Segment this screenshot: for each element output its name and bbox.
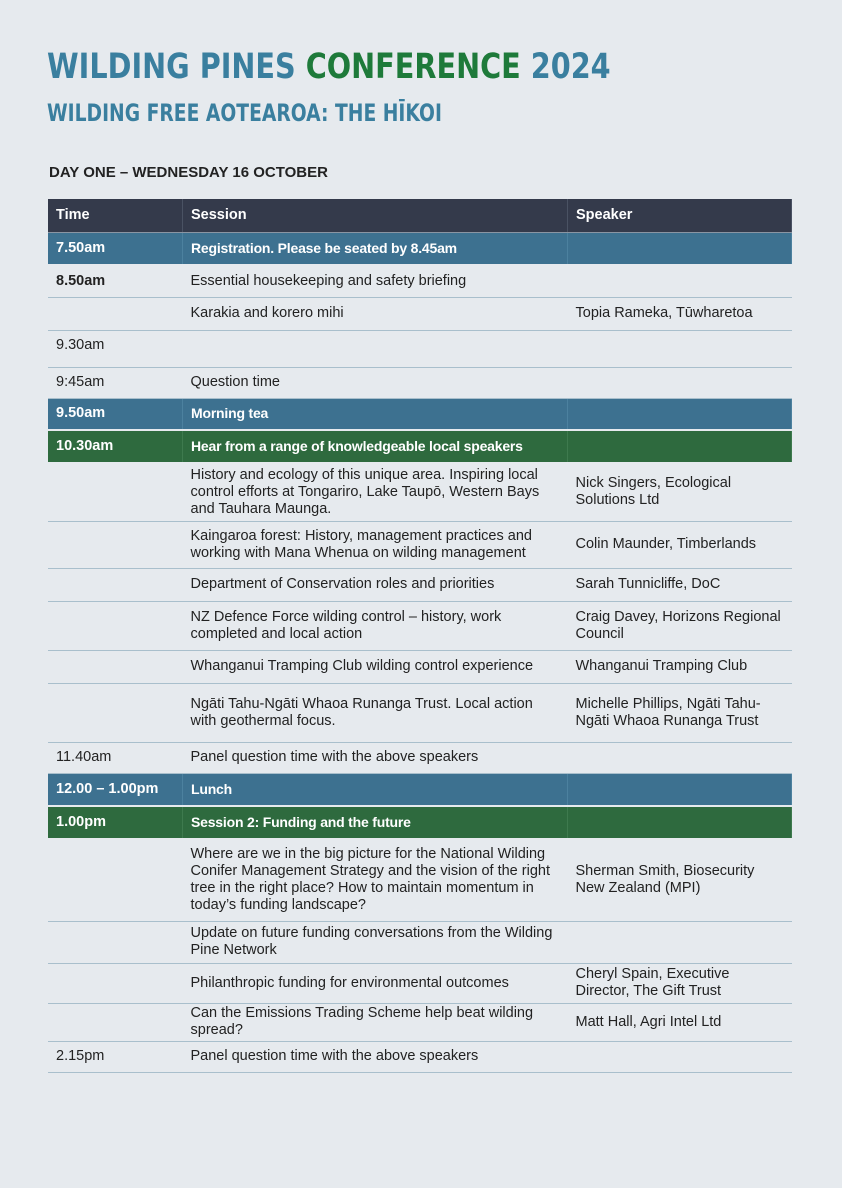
table-row: [48, 839, 792, 921]
column-session: Session: [183, 199, 568, 232]
table-row: [48, 330, 792, 367]
session-cell: Lunch: [183, 773, 568, 806]
speaker-cell: [568, 265, 792, 297]
time-cell: 7.50am: [48, 232, 183, 265]
table-row: [48, 265, 792, 297]
time-cell: 2.15pm: [48, 1041, 183, 1072]
speaker-cell: [568, 330, 792, 367]
speaker-cell: [568, 1041, 792, 1072]
table-row: [48, 921, 792, 963]
table-row: [48, 232, 792, 265]
table-row: [48, 1041, 792, 1072]
table-row: [48, 806, 792, 839]
speaker-cell: [568, 806, 792, 839]
session-cell: NZ Defence Force wilding control – history, work completed and local action: [183, 601, 568, 650]
session-cell: Panel question time with the above speakers: [183, 742, 568, 773]
speaker-cell: [568, 773, 792, 806]
time-cell: [48, 921, 183, 963]
time-cell: [48, 601, 183, 650]
session-cell: Where are we in the big picture for the National Wilding Conifer Management Strategy and the vision of the right tree in the right place? How to maintain momentum in today’s funding landscape?: [183, 839, 568, 921]
day-heading: DAY ONE – WEDNESDAY 16 OCTOBER: [49, 164, 328, 181]
time-cell: [48, 463, 183, 521]
session-cell: Update on future funding conversations from the Wilding Pine Network: [183, 921, 568, 963]
time-cell: [48, 521, 183, 568]
time-cell: 9.30am: [48, 330, 183, 367]
speaker-cell: Cheryl Spain, Executive Director, The Gift Trust: [568, 963, 792, 1003]
time-cell: 9:45am: [48, 367, 183, 398]
session-cell: Philanthropic funding for environmental outcomes: [183, 963, 568, 1003]
session-cell: Ngāti Tahu-Ngāti Whaoa Runanga Trust. Local action with geothermal focus.: [183, 683, 568, 742]
speaker-cell: [568, 742, 792, 773]
table-row: [48, 742, 792, 773]
time-cell: 10.30am: [48, 430, 183, 463]
time-cell: 8.50am: [48, 265, 183, 297]
session-cell: Hear from a range of knowledgeable local speakers: [183, 430, 568, 463]
column-speaker: Speaker: [568, 199, 792, 232]
session-cell: Karakia and korero mihi: [183, 297, 568, 330]
session-cell: Question time: [183, 367, 568, 398]
speaker-cell: [568, 430, 792, 463]
title-highlight: CONFERENCE: [305, 47, 521, 87]
speaker-cell: Sherman Smith, Biosecurity New Zealand (MPI): [568, 839, 792, 921]
session-cell: Department of Conservation roles and priorities: [183, 568, 568, 601]
table-row: [48, 650, 792, 683]
session-cell: History and ecology of this unique area. Inspiring local control efforts at Tongariro, Lake Taupō, Western Bays and Tauhara Maunga.: [183, 463, 568, 521]
title-part: WILDING PINES: [47, 47, 306, 87]
speaker-cell: Nick Singers, Ecological Solutions Ltd: [568, 463, 792, 521]
time-cell: 9.50am: [48, 398, 183, 430]
speaker-cell: Matt Hall, Agri Intel Ltd: [568, 1003, 792, 1041]
schedule-table: [48, 199, 792, 1073]
conference-title: [47, 47, 611, 87]
table-row: [48, 297, 792, 330]
title-year: 2024: [520, 47, 611, 87]
speaker-cell: [568, 367, 792, 398]
session-cell: Kaingaroa forest: History, management practices and working with Mana Whenua on wilding management: [183, 521, 568, 568]
speaker-cell: Topia Rameka, Tūwharetoa: [568, 297, 792, 330]
table-row: [48, 398, 792, 430]
table-row: [48, 963, 792, 1003]
speaker-cell: Craig Davey, Horizons Regional Council: [568, 601, 792, 650]
session-cell: Panel question time with the above speakers: [183, 1041, 568, 1072]
time-cell: 12.00 – 1.00pm: [48, 773, 183, 806]
table-row: [48, 683, 792, 742]
time-cell: 1.00pm: [48, 806, 183, 839]
session-cell: Morning tea: [183, 398, 568, 430]
column-time: Time: [48, 199, 183, 232]
session-cell: Essential housekeeping and safety briefing: [183, 265, 568, 297]
table-row: [48, 601, 792, 650]
session-cell: Whanganui Tramping Club wilding control experience: [183, 650, 568, 683]
table-row: [48, 1003, 792, 1041]
time-cell: [48, 683, 183, 742]
table-row: [48, 463, 792, 521]
time-cell: [48, 839, 183, 921]
session-cell: Session 2: Funding and the future: [183, 806, 568, 839]
time-cell: [48, 297, 183, 330]
session-cell: Registration. Please be seated by 8.45am: [183, 232, 568, 265]
speaker-cell: Sarah Tunnicliffe, DoC: [568, 568, 792, 601]
speaker-cell: [568, 398, 792, 430]
session-cell: Can the Emissions Trading Scheme help beat wilding spread?: [183, 1003, 568, 1041]
speaker-cell: [568, 921, 792, 963]
speaker-cell: Colin Maunder, Timberlands: [568, 521, 792, 568]
speaker-cell: Michelle Phillips, Ngāti Tahu- Ngāti Whaoa Runanga Trust: [568, 683, 792, 742]
table-row: [48, 367, 792, 398]
conference-subtitle: WILDING FREE AOTEAROA: THE HĪKOI: [47, 99, 442, 127]
speaker-cell: Whanganui Tramping Club: [568, 650, 792, 683]
table-header: [48, 199, 792, 232]
table-row: [48, 521, 792, 568]
time-cell: [48, 568, 183, 601]
session-cell: [183, 330, 568, 367]
time-cell: [48, 963, 183, 1003]
time-cell: 11.40am: [48, 742, 183, 773]
time-cell: [48, 1003, 183, 1041]
table-row: [48, 430, 792, 463]
speaker-cell: [568, 232, 792, 265]
table-row: [48, 773, 792, 806]
table-row: [48, 568, 792, 601]
time-cell: [48, 650, 183, 683]
